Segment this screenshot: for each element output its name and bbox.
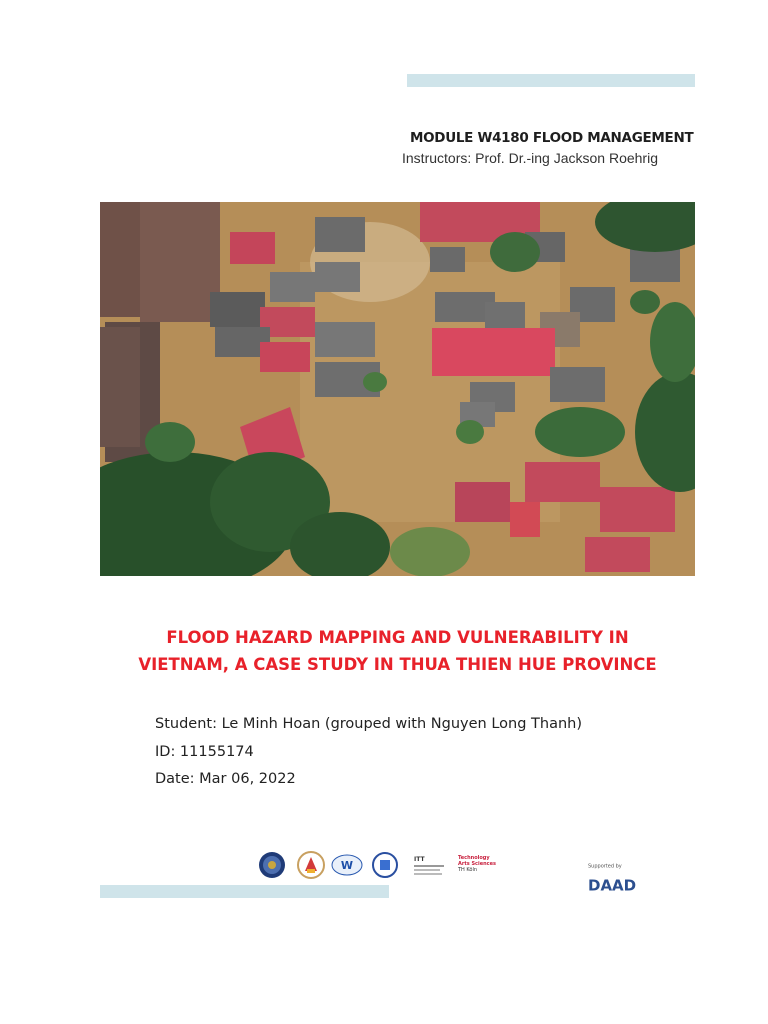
circular-badge-logo: [372, 852, 398, 878]
itt-logo-text: ITT: [414, 856, 425, 863]
top-accent-bar: [407, 74, 695, 87]
student-id-line: ID: 11155174: [155, 744, 254, 760]
title-line-1: FLOOD HAZARD MAPPING AND VULNERABILITY IN: [166, 628, 629, 647]
institute-emblem-logo: [297, 851, 325, 879]
itt-logo: [414, 856, 452, 882]
student-line: Student: Le Minh Hoan (grouped with Nguyen Long Thanh): [155, 716, 582, 732]
supported-by-label: Supported by: [588, 863, 622, 870]
instructors-line: Instructors: Prof. Dr.-ing Jackson Roehrig: [402, 150, 658, 166]
document-title: [100, 624, 695, 678]
wave-logo: [331, 853, 363, 877]
th-koeln-logo: [458, 855, 498, 883]
th-logo-line-3: TH Köln: [458, 867, 478, 873]
module-title: MODULE W4180 FLOOD MANAGEMENT: [410, 130, 694, 146]
date-line: Date: Mar 06, 2022: [155, 771, 296, 787]
daad-logo: [588, 856, 660, 895]
daad-wordmark: DAAD: [588, 876, 637, 895]
flood-aerial-photo: [100, 202, 695, 576]
title-line-2: VIETNAM, A CASE STUDY IN THUA THIEN HUE PROVINCE: [138, 655, 657, 674]
bottom-accent-bar: [100, 885, 389, 898]
th-logo-line-1: Technology: [458, 855, 490, 861]
svg-text:W: W: [340, 859, 354, 872]
university-seal-logo: [258, 851, 286, 879]
th-logo-line-2: Arts Sciences: [458, 861, 497, 867]
